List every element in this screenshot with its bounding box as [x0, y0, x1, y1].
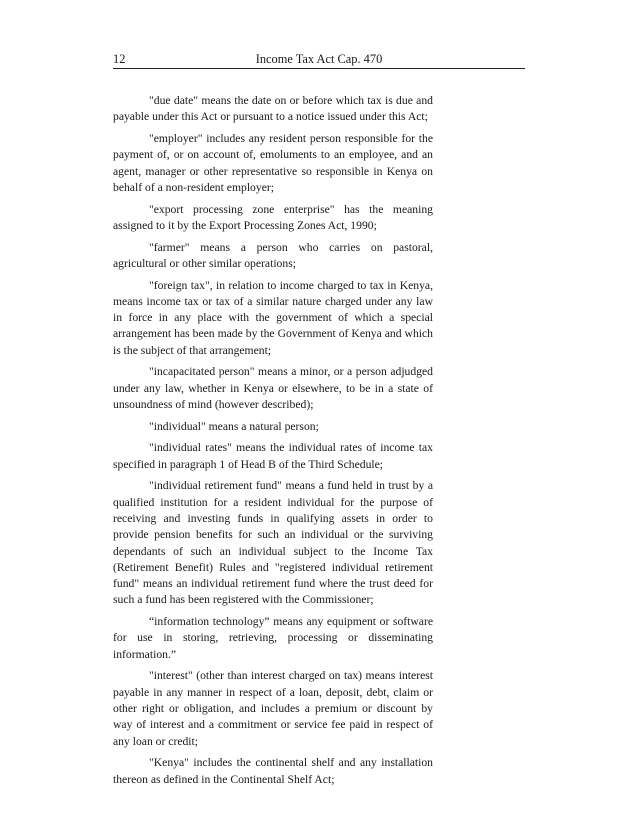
- definition-kenya: "Kenya" includes the continental shelf and any installation thereon as defined in the Continental Shelf Act;: [113, 756, 433, 786]
- page-header: [113, 52, 525, 69]
- definition-export-processing-zone-enterprise: "export processing zone enterprise" has the meaning assigned to it by the Export Processing Zones Act, 1990;: [113, 202, 433, 232]
- running-title: Income Tax Act Cap. 470: [255, 52, 383, 66]
- definition-interest: "interest" (other than interest charged on tax) means interest payable in any manner in respect of a loan, deposit, debt, claim or other right or obligation, and includes a premium or discount by way of interest and a commitment or service fee paid in respect of any loan or credit;: [113, 669, 433, 748]
- definition-individual-rates: "individual rates" means the individual rates of income tax specified in paragraph 1 of Head B of the Third Schedule;: [113, 441, 433, 471]
- definition-farmer: "farmer" means a person who carries on pastoral, agricultural or other similar operations;: [113, 240, 433, 270]
- definition-information-technology: “information technology” means any equipment or software for use in storing, retrieving, processing or disseminating information.”: [113, 615, 433, 661]
- definition-foreign-tax: "foreign tax", in relation to income charged to tax in Kenya, means income tax or tax of a similar nature charged under any law in force in any place with the government of which a special arrangement has been made by the Government of Kenya and which is the subject of that arrangement;: [113, 278, 433, 357]
- definition-employer: "employer" includes any resident person responsible for the payment of, or on account of, emoluments to an employee, and an agent, manager or other representative so responsible in Kenya on behalf of a non-resident employer;: [113, 131, 433, 194]
- definition-individual: "individual" means a natural person;: [149, 419, 319, 433]
- page-number: 12: [113, 52, 126, 66]
- definition-individual-retirement-fund: "individual retirement fund" means a fund held in trust by a qualified institution for a resident individual for the purpose of receiving and investing funds in qualifying assets in order to provide pension benefits for such an individual or the surviving dependants of such an individual subject to the Income Tax (Retirement Benefit) Rules and "registered individual retirement fund" means an individual retirement fund where the trust deed for such a fund has been registered with the Commissioner;: [113, 479, 433, 607]
- definition-due-date: "due date" means the date on or before which tax is due and payable under this Act or pursuant to a notice issued under this Act;: [113, 94, 433, 124]
- definitions-body: [113, 93, 433, 793]
- definition-incapacitated-person: "incapacitated person" means a minor, or a person adjudged under any law, whether in Kenya or elsewhere, to be in a state of unsoundness of mind (however described);: [113, 365, 433, 411]
